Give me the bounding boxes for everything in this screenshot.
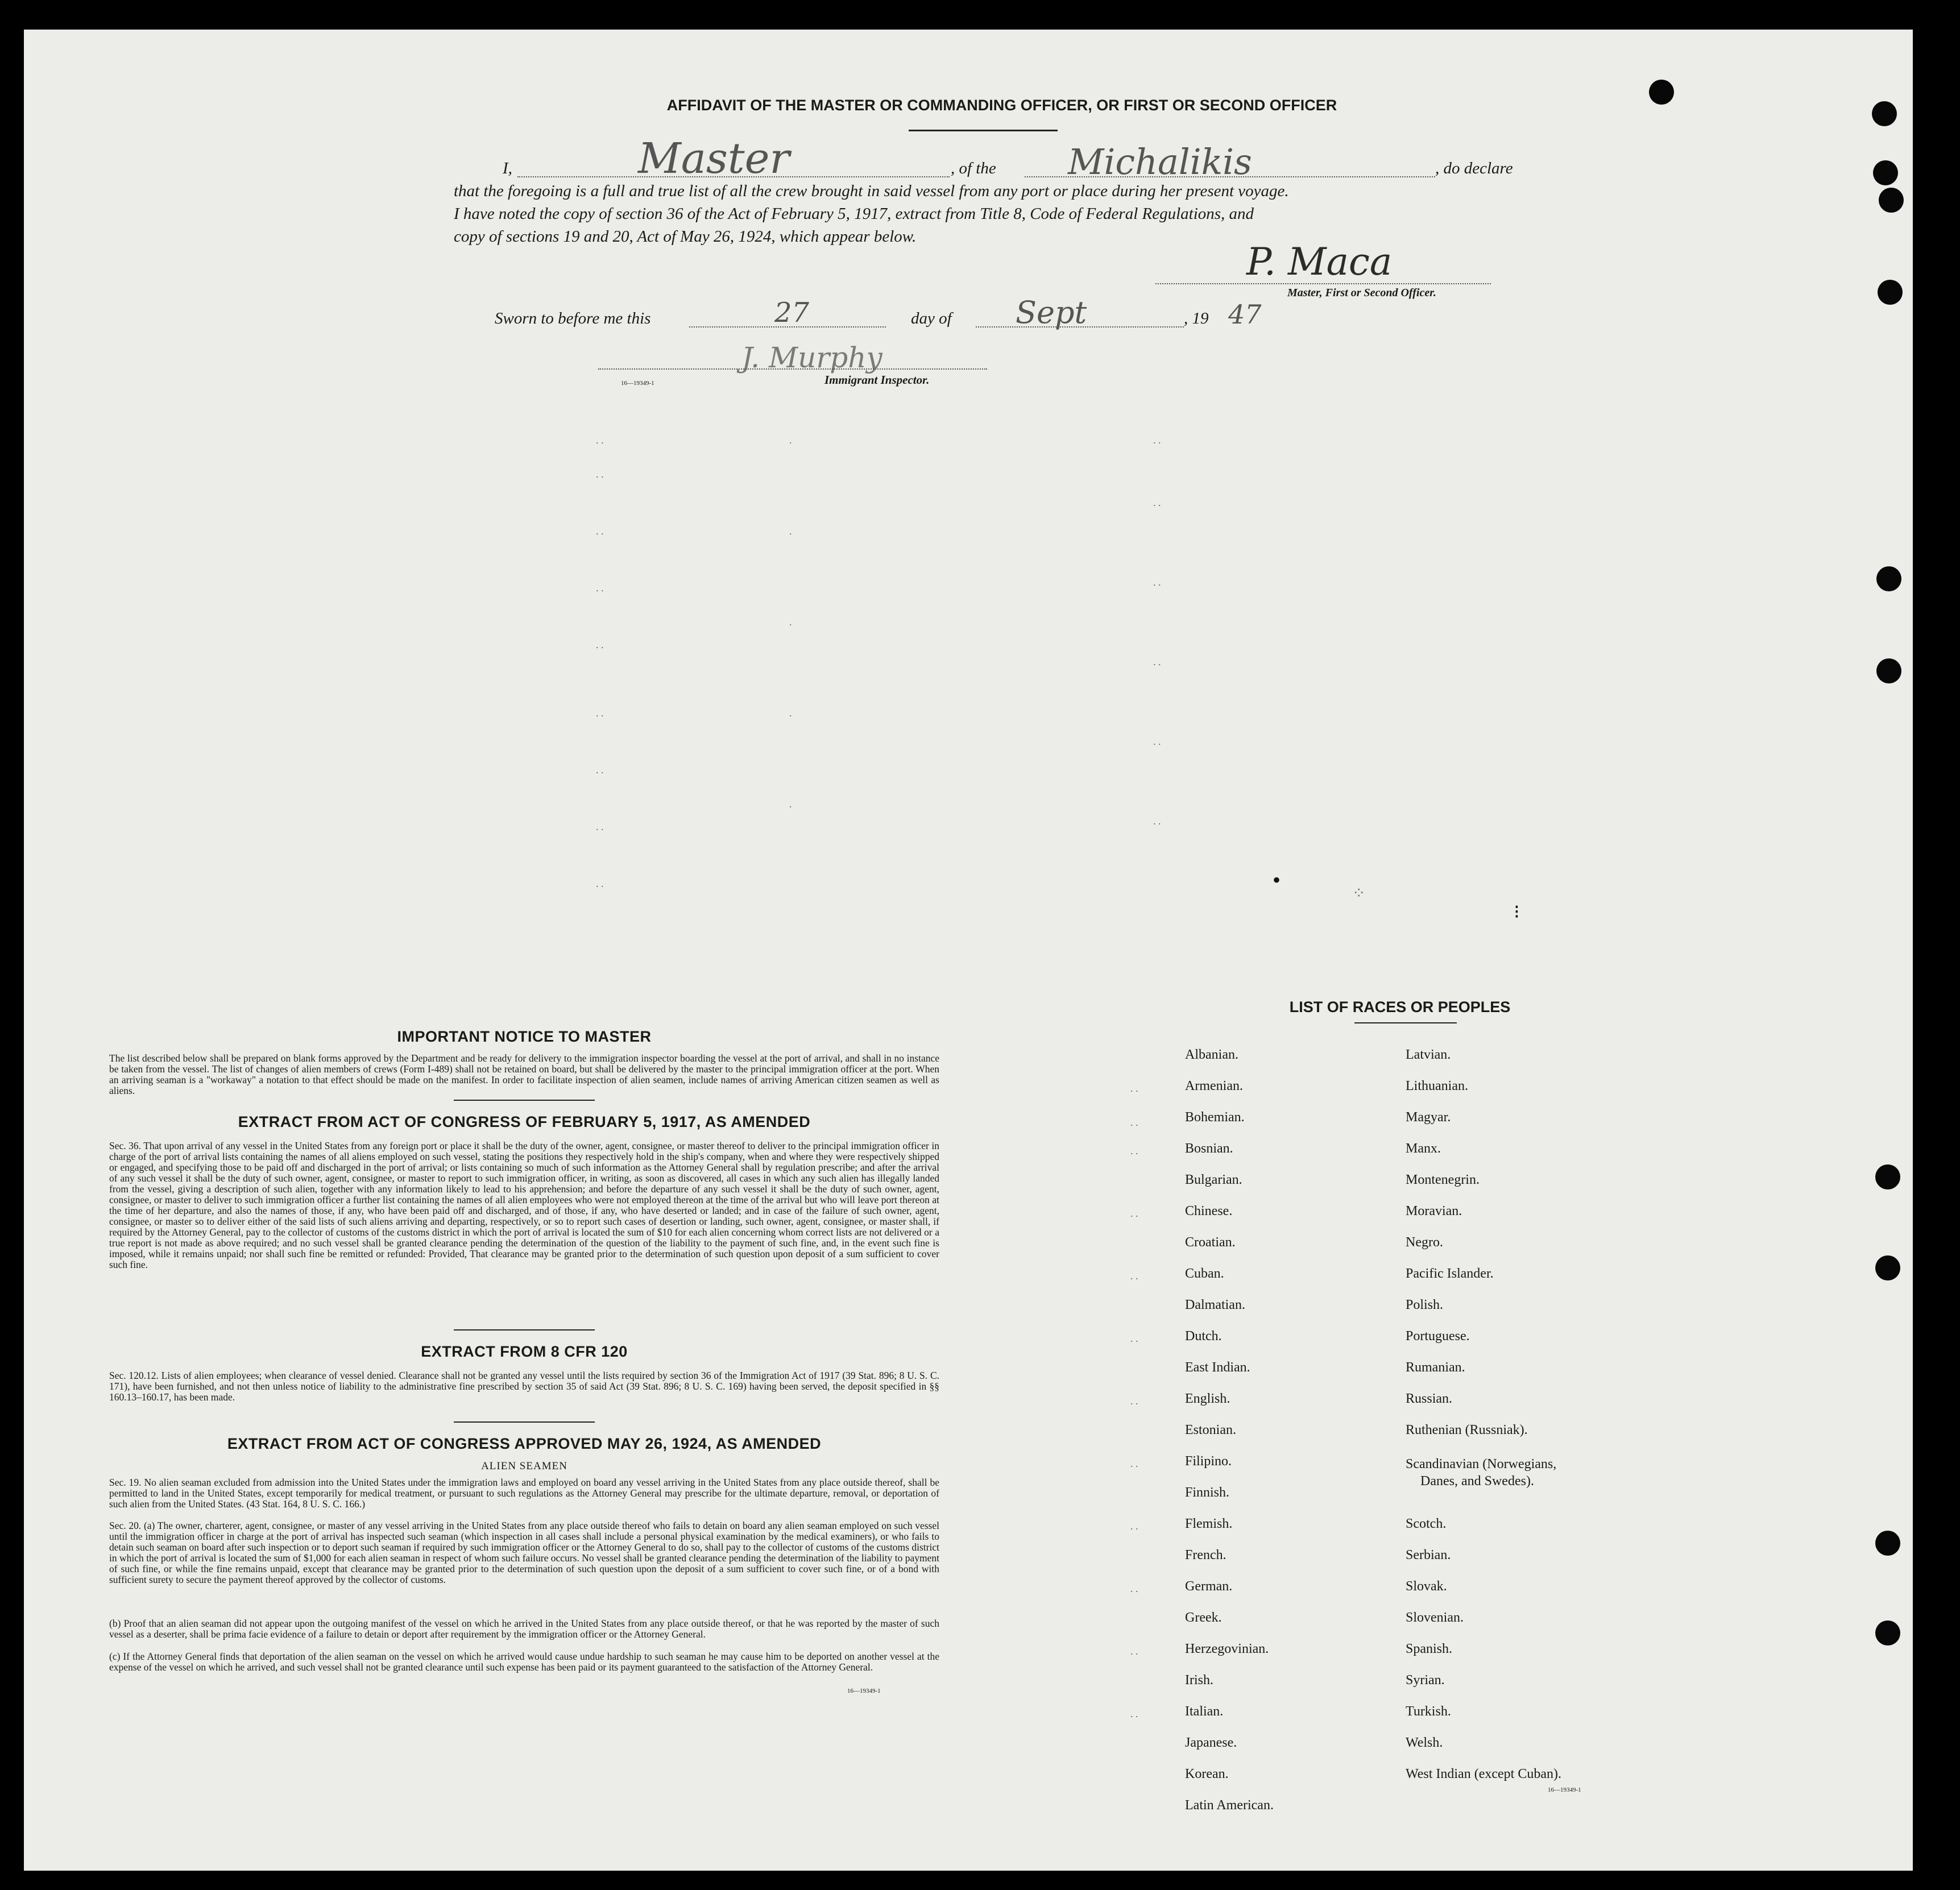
race-item: Syrian.	[1406, 1673, 1445, 1688]
race-item: Pacific Islander.	[1406, 1266, 1494, 1281]
punch-hole	[1876, 658, 1901, 683]
race-item: Dutch.	[1185, 1329, 1222, 1344]
handwritten-rank: Master	[638, 134, 790, 183]
race-item: Serbian.	[1406, 1548, 1451, 1562]
extract-1924-sec19: Sec. 19. No alien seaman excluded from admission into the United States under the immigration laws and employed on board any vessel arriving in the United States from any place outside thereof, shall be permitted to land in the United States, except temporarily for medical treatment, or pursuant to such regulations as the Attorney General may prescribe for the ultimate departure, removal, or deportation of such alien from the United States. (43 Stat. 164, 8 U. S. C. 166.)	[109, 1477, 939, 1510]
punch-hole	[1879, 188, 1904, 213]
extract-1924-sec20a: Sec. 20. (a) The owner, charterer, agent, consignee, or master of any vessel arriving in the United States from any place outside thereof who fails to detain on board any alien seaman employed on such vessel until the immigration officer in charge at the port of arrival has inspected such seaman (which inspection in all cases shall include a personal physical examination by the medical examiners), or who fails to detain such seaman on board after such inspection or to deport such seaman if required by such immigration officer or the Attorney General to do so, shall pay to the collector of customs of the customs district in which the port of arrival is located the sum of $1,000 for each alien seaman in respect of whom such failure occurs. No vessel shall be granted clearance pending the determination of the liability to payment of such fine, or while the fine remains unpaid, except that clearance may be granted prior to the determination of such question upon the deposit of a sum sufficient to cover such fine, or of a bond with sufficient surety to secure the payment thereof approved by the collector of customs.	[109, 1520, 939, 1585]
sworn-prefix: Sworn to before me this	[495, 309, 651, 328]
race-item: Slovenian.	[1406, 1610, 1464, 1625]
punch-hole	[1875, 1164, 1900, 1189]
extract-cfr-text: Sec. 120.12. Lists of alien employees; when clearance of vessel denied. Clearance shall not be granted any vessel until the lists required by section 36 of the Immigration Act of 1917 (39 Stat. 896; 8 U. S. C. 171), have been furnished, and not then unless notice of liability to the administrative fine prescribed by section 35 of said Act (39 Stat. 896; 8 U. S. C. 169) having been served, the deposit specified in §§ 160.13–160.17, has been made.	[109, 1370, 939, 1403]
extract-1924-sec20b: (b) Proof that an alien seaman did not appear upon the outgoing manifest of the vessel on which he arrived in the United States from any place outside thereof, or that he was reported by the master of such vessel as a deserter, shall be prima facie evidence of a failure to detain or deport after requirement by the immigration officer or the Attorney General.	[109, 1618, 939, 1640]
race-item: Ruthenian (Russniak).	[1406, 1423, 1528, 1437]
year-prefix: , 19	[1184, 309, 1209, 328]
race-item: Finnish.	[1185, 1485, 1230, 1500]
race-item: East Indian.	[1185, 1360, 1250, 1375]
race-item: Filipino.	[1185, 1454, 1232, 1469]
punch-hole	[1873, 160, 1898, 185]
punch-hole	[1875, 1620, 1900, 1646]
race-item: Portuguese.	[1406, 1329, 1470, 1344]
race-item: Flemish.	[1185, 1516, 1233, 1531]
race-item: Scandinavian (Norwegians,	[1406, 1457, 1557, 1472]
affidavit-line1-prefix: I,	[503, 159, 512, 177]
race-item: German.	[1185, 1579, 1233, 1594]
race-item: Croatian.	[1185, 1235, 1236, 1250]
race-item: Scotch.	[1406, 1516, 1447, 1531]
race-item: Dalmatian.	[1185, 1298, 1245, 1312]
extract-1924-title: EXTRACT FROM ACT OF CONGRESS APPROVED MAY 26, 1924, AS AMENDED	[227, 1435, 822, 1452]
inspector-signature: J. Murphy	[741, 341, 882, 374]
punch-hole	[1875, 1255, 1900, 1280]
extract-cfr-title: EXTRACT FROM 8 CFR 120	[421, 1343, 628, 1360]
race-item: Turkish.	[1406, 1704, 1451, 1719]
races-form-number: 16—19349-1	[1548, 1787, 1581, 1793]
affidavit-title: AFFIDAVIT OF THE MASTER OR COMMANDING OFFICER, OR FIRST OR SECOND OFFICER	[666, 97, 1337, 114]
race-item: Albanian.	[1185, 1047, 1238, 1062]
race-item: Japanese.	[1185, 1735, 1237, 1750]
notice-text: The list described below shall be prepared on blank forms approved by the Department and be ready for delivery to the immigration inspector boarding the vessel at the port of arrival, and shall in no instance be taken from the vessel. The list of changes of alien members of crews (Form I-489) shall not be retained on board, but shall be delivered by the master to the principal immigration officer at the port. When an arriving seaman is a "workaway" a notation to that effect should be made on the manifest. In order to facilitate inspection of alien seamen, include names of arriving American citizen seamen as well as aliens.	[109, 1052, 939, 1096]
extract-1924-sec20c: (c) If the Attorney General finds that deportation of the alien seaman on the vessel on which he arrived would cause undue hardship to such seaman he may cause him to be deported on another vessel at the expense of the vessel on which he arrived, and such vessel shall not be granted clearance until such expense has been paid or its payment guaranteed to the satisfaction of the Attorney General.	[109, 1651, 939, 1673]
race-item: Greek.	[1185, 1610, 1222, 1625]
race-item: Lithuanian.	[1406, 1079, 1468, 1093]
sworn-month: Sept	[1016, 295, 1087, 330]
punch-hole	[1878, 280, 1903, 305]
race-item: Italian.	[1185, 1704, 1224, 1719]
race-item: Slovak.	[1406, 1579, 1447, 1594]
race-item: Rumanian.	[1406, 1360, 1465, 1375]
handwritten-vessel-name: Michalikis	[1068, 141, 1252, 183]
race-item: Latvian.	[1406, 1047, 1451, 1062]
extract-1924-subtitle: ALIEN SEAMEN	[481, 1460, 567, 1472]
affidavit-line3: I have noted the copy of section 36 of the Act of February 5, 1917, extract from Title 8, Code of Federal Regulations, and	[454, 205, 1254, 223]
race-item: Magyar.	[1406, 1110, 1451, 1125]
race-item: Cuban.	[1185, 1266, 1224, 1281]
master-signature: P. Maca	[1246, 240, 1393, 284]
affidavit-line4: copy of sections 19 and 20, Act of May 26, 1924, which appear below.	[454, 227, 917, 246]
punch-hole	[1876, 566, 1901, 591]
punch-hole	[1875, 1531, 1900, 1556]
races-title: LIST OF RACES OR PEOPLES	[1289, 998, 1511, 1016]
race-item: Welsh.	[1406, 1735, 1443, 1750]
race-item: Russian.	[1406, 1391, 1453, 1406]
punch-hole	[1872, 101, 1897, 126]
extract-form-number: 16—19349-1	[847, 1688, 881, 1694]
affidavit-of-the: , of the	[951, 159, 996, 177]
signature-caption: Master, First or Second Officer.	[1287, 287, 1436, 299]
race-item: English.	[1185, 1391, 1230, 1406]
day-of-label: day of	[911, 309, 952, 328]
race-item: Latin American.	[1185, 1798, 1274, 1813]
race-item: Bulgarian.	[1185, 1172, 1242, 1187]
race-item: Moravian.	[1406, 1204, 1462, 1218]
race-item: Negro.	[1406, 1235, 1443, 1250]
punch-hole	[1649, 80, 1674, 105]
race-item: Herzegovinian.	[1185, 1642, 1269, 1656]
race-item: West Indian (except Cuban).	[1406, 1767, 1561, 1781]
race-item: French.	[1185, 1548, 1226, 1562]
affidavit-line2: that the foregoing is a full and true list of all the crew brought in said vessel from any port or place during her present voyage.	[454, 182, 1289, 200]
race-item: Chinese.	[1185, 1204, 1233, 1218]
inspector-caption: Immigrant Inspector.	[824, 373, 930, 387]
extract-1917-title: EXTRACT FROM ACT OF CONGRESS OF FEBRUARY 5, 1917, AS AMENDED	[238, 1113, 811, 1130]
affidavit-form-number: 16—19349-1	[621, 380, 654, 387]
title-rule	[909, 130, 1058, 131]
race-item: Manx.	[1406, 1141, 1441, 1156]
extract-1917-text: Sec. 36. That upon arrival of any vessel in the United States from any foreign port or place it shall be the duty of the owner, agent, consignee, or master thereof to deliver to the principal immigration officer in charge of the port of arrival lists containing the names of all aliens employed on such vessel, stating the positions they respectively hold in the ship's company, when and where they were respectively shipped or engaged, and specifying those to be paid off and discharged in the port of arrival; or lists containing so much of such information as the Attorney General shall by regulation prescribe; and after the arrival of any such vessel it shall be the duty of such owner, agent, consignee, or master to report to such immigration officer, in writing, as soon as discovered, all cases in which any such alien has illegally landed from the vessel, giving a description of such alien, together with any information likely to lead to his apprehension; and before the departure of any such vessel it shall be the duty of such owner, agent, consignee, or master to deliver to such immigration officer a further list containing the names of all alien employees who were not employed thereon at the time of the arrival but who will leave port thereon at the time of her departure, and also the names of those, if any, who have been paid off and discharged, and of those, if any, who have deserted or landed; and in case of the failure of such owner, agent, consignee, or master so to deliver either of the said lists of such aliens arriving and departing, respectively, or so to report such cases of desertion or landing, such owner, agent, consignee, or master shall, if required by the Attorney General, pay to the collector of customs of the customs district in which the port of arrival is located the sum of $10 for each alien concerning whom correct lists are not delivered or a true report is not made as above required; and no such vessel shall be granted clearance pending the determination of the question of the liability to the payment of such fine, and, in the event such fine is imposed, while it remains unpaid; nor shall such fine be remitted or refunded: Provided, That clearance may be granted prior to the determination of such question upon deposit of a sum sufficient to cover such fine.	[109, 1140, 939, 1270]
race-item: Spanish.	[1406, 1642, 1453, 1656]
race-item: Irish.	[1185, 1673, 1213, 1688]
race-item: Armenian.	[1185, 1079, 1243, 1093]
document-page: AFFIDAVIT OF THE MASTER OR COMMANDING OFFICER, OR FIRST OR SECOND OFFICER I, Master , of the Michalikis , do declare that the foregoing is a full and true list of all the crew brought in said vessel from any port or place during her present voyage. I have noted the copy of section 36 of the Act of February 5, 1917, extract from Title 8, Code of Federal Regulations, and copy of sections 19 and 20, Act of May 26, 1924, which appear below. P. Maca Master, First or Second Officer. Sworn to before me this 27 day of Sept , 19 47 J. Murphy 16—19349-1 Immigrant Inspector. . . . . . . . . . . . . . . . . . . . . . . . . . . . . . . . . . . . • ⁘ ⁝ IMPORTANT NOTICE TO MASTER The list described below shall be prepared on blank forms approved by the Department and be ready for delivery to the immigration inspector boarding the vessel at the port of arrival, and shall in no instance be taken from the vessel. The list of changes of alien members of crews (Form I-489) shall not be retained on board, but shall be delivered by the master to the principal immigration officer at the port. When an arriving seaman is a "workaway" a notation to that effect should be made on the manifest. In order to facilitate inspection of alien seamen, include names of arriving American citizen seamen as well as aliens. EXTRACT FROM ACT OF CONGRESS OF FEBRUARY 5, 1917, AS AMENDED Sec. 36. That upon arrival of any vessel in the United States from any foreign port or place it shall be the duty of the owner, agent, consignee, or master thereof to deliver to the principal immigration officer in charge of the port of arrival lists containing the names of all aliens employed on such vessel, stating the positions they respectively hold in the ship's company, when and where they were respectively shipped or engaged, and specifying those to be paid off and discharged in the port of arrival; or lists containing so much of such information as the Attorney General shall by regulation prescribe; and after the arrival of any such vessel it shall be the duty of such owner, agent, consignee, or master to report to such immigration officer, in writing, as soon as discovered, all cases in which any such alien has illegally landed from the vessel, giving a description of such alien, together with any information likely to lead to his apprehension; and before the departure of any such vessel it shall be the duty of such owner, agent, consignee, or master to deliver to such immigration officer a further list containing the names of all alien employees who were not employed thereon at the time of the arrival but who will leave port thereon at the time of her departure, and also the names of those, if any, who have been paid off and discharged, and of those, if any, who have deserted or landed; and in case of the failure of such owner, agent, consignee, or master so to deliver either of the said lists of such aliens arriving and departing, respectively, or so to report such cases of desertion or landing, such owner, agent, consignee, or master shall, if required by the Attorney General, pay to the collector of customs of the customs district in which the port of arrival is located the sum of $10 for each alien concerning whom correct lists are not delivered or a true report is not made as above required; and no such vessel shall be granted clearance pending the determination of the question of the liability to the payment of such fine, and, in the event such fine is imposed, while it remains unpaid; nor shall such fine be remitted or refunded: Provided, That clearance may be granted prior to the determination of such question upon deposit of a sum sufficient to cover such fine. EXTRACT FROM 8 CFR 120 Sec. 120.12. Lists of alien employees; when clearance of vessel denied. Clearance shall not be granted any vessel until the lists required by section 36 of the Immigration Act of 1917 (39 Stat. 896; 8 U. S. C. 171), have been furnished, and not then unless notice of liability to the administrative fine prescribed by section 35 of said Act (39 Stat. 896; 8 U. S. C. 169) having been served, the deposit specified in §§ 160.13–160.17, has been made. EXTRACT FROM ACT OF CONGRESS APPROVED MAY 26, 1924, AS AMENDED ALIEN SEAMEN Sec. 19. No alien seaman excluded from admission into the United States under the immigration laws and employed on board any vessel arriving in the United States from any place outside thereof, shall be permitted to land in the United States, except temporarily for medical treatment, or pursuant to such regulations as the Attorney General may prescribe for the ultimate departure, removal, or deportation of such alien from the United States. (43 Stat. 164, 8 U. S. C. 166.) Sec. 20. (a) The owner, charterer, agent, consignee, or master of any vessel arriving in the United States from any place outside thereof who fails to detain on board any alien seaman employed on such vessel until the immigration officer in charge at the port of arrival has inspected such seaman (which inspection in all cases shall include a personal physical examination by the medical examiners), or who fails to detain such seaman on board after such inspection or to deport such seaman if required by such immigration officer or the Attorney General to do so, shall pay to the collector of customs of the customs district in which the port of arrival is located the sum of $1,000 for each alien seaman in respect of whom such failure occurs. No vessel shall be granted clearance pending the determination of the liability to payment of such fine, or while the fine remains unpaid, except that clearance may be granted prior to the determination of such question upon the deposit of a sum sufficient to cover such fine, or of a bond with sufficient surety to secure the payment thereof approved by the collector of customs. (b) Proof that an alien seaman did not appear upon the outgoing manifest of the vessel on which he arrived in the United States from any place outside thereof, or that he was reported by the master of such vessel as a deserter, shall be prima facie evidence of a failure to detain or deport after requirement by the immigration officer or the Attorney General. (c) If the Attorney General finds that deportation of the alien seaman on the vessel on which he arrived would cause undue hardship to such seaman he may cause him to be deported on another vessel at the expense of the vessel on which he arrived, and such vessel shall not be granted clearance until such expense has been paid or its payment guaranteed to the satisfaction of the Attorney General. 16—19349-1 LIST OF RACES OR PEOPLES Albanian. Armenian. Bohemian. Bosnian. Bulgarian. Chinese. Croatian. Cuban. Dalmatian. Dutch. East Indian. English. Estonian. Filipino. Finnish. Flemish. French. German. Greek. Herzegovinian. Irish. Italian. Japanese. Korean. Latin American. Latvian. Lithuanian. Magyar. Manx. Montenegrin. Moravian. Negro. Pacific Islander. Polish. Portuguese. Rumanian. Russian. Ruthenian (Russniak). Scandinavian (Norwegians, Danes, and Swedes). Scotch. Serbian. Slovak. Slovenian. Spanish. Syrian. Turkish. Welsh. West Indian (except Cuban). 16—19349-1 . . . . . . . . . . . . . . . . . . . . . . . .	[24, 30, 1913, 1871]
race-item: Bohemian.	[1185, 1110, 1245, 1125]
race-item: Polish.	[1406, 1298, 1444, 1312]
sworn-day: 27	[774, 297, 810, 329]
race-item: Estonian.	[1185, 1423, 1236, 1437]
race-item: Korean.	[1185, 1767, 1229, 1781]
affidavit-do-declare: , do declare	[1435, 159, 1513, 177]
race-item: Bosnian.	[1185, 1141, 1233, 1156]
notice-title: IMPORTANT NOTICE TO MASTER	[397, 1028, 652, 1045]
sworn-year: 47	[1228, 299, 1262, 330]
race-item: Montenegrin.	[1406, 1172, 1480, 1187]
race-item: Danes, and Swedes).	[1420, 1474, 1534, 1489]
